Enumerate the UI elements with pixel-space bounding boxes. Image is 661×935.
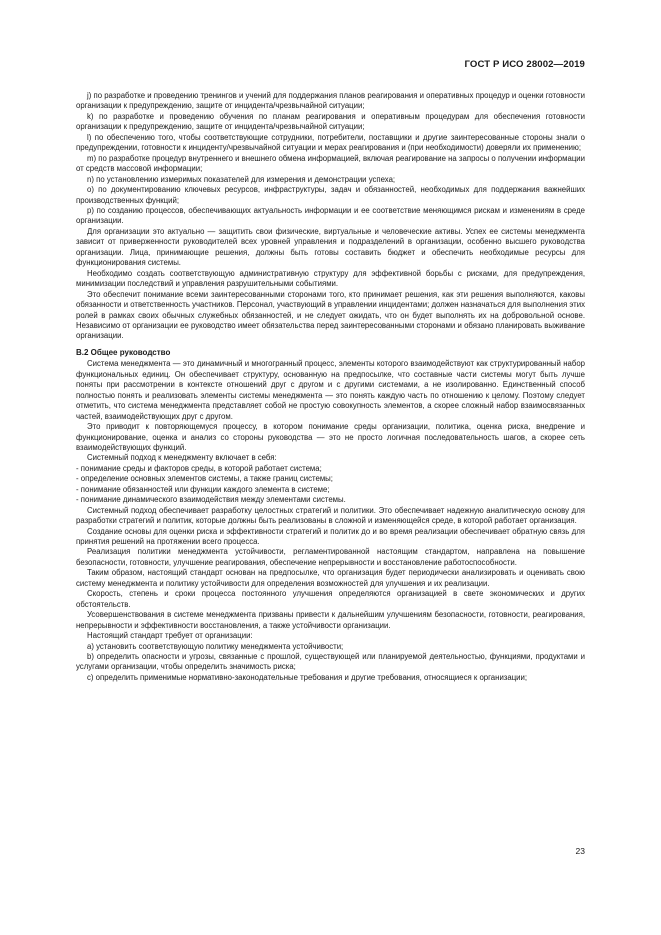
body-paragraph: Для организации это актуально — защитить свои физические, виртуальные и человеческие активы. Успех ее системы менеджмента зависит от приверженности руководителей всех уровней управления и подразделений в организации, особенно высшего руководства организации. Лица, принимающие решения, должны быть готовы составить бюджет и обеспечить необходимые ресурсы для функционирования системы. [76,226,585,268]
list-item-n: n) по установлению измеримых показателей для измерения и демонстрации успеха; [87,174,396,184]
section-paragraph: Системный подход к менеджменту включает в себя: [87,453,277,463]
bullet-item: - понимание обязанностей или функции каждого элемента в системе; [76,484,330,494]
section-paragraph: Система менеджмента — это динамичный и многогранный процесс, элементы которого взаимодействуют как структурированный набор функциональных единиц. Он обеспечивает структуру, основанную на предпосылке, что составные части системы могут быть лучше поняты при рассмотрении в контексте отношений друг с другом и с другими системами, а не изолированно. Единственный способ полностью понять и реализовать элементы системы менеджмента — это понять каждую часть по отношению к целому. Поэтому следует отметить, что система менеджмента представляет собой не простую совокупность элементов, а скорее сложный набор взаимосвязанных частей, взаимодействующих друг с другом. [76,359,585,421]
list-item-m: m) по разработке процедур внутреннего и внешнего обмена информацией, включая реагирование на запросы о получении информации от средств массовой информации; [76,153,585,174]
section-paragraph: Системный подход обеспечивает разработку целостных стратегий и политики. Это обеспечивает надежную аналитическую основу для разработки стратегий и политик, которые должны быть реализованы в сложной и изменяющейся среде, в которой работает организация. [76,505,585,526]
page-number: 23 [575,846,585,856]
body-paragraph: Необходимо создать соответствующую административную структуру для эффективной борьбы с рисками, для предупреждения, минимизации последствий и управления разрушительными событиями. [76,268,585,289]
section-paragraph: Таким образом, настоящий стандарт основан на предпосылке, что организация будет периодически анализировать и оценивать свою систему менеджмента и политику устойчивости для определения возможностей для улучшения и их реализации. [76,568,585,588]
list-item-a: a) установить соответствующую политику менеджмента устойчивости; [87,641,344,651]
section-paragraph: Реализация политики менеджмента устойчивости, регламентированной настоящим стандартом, направлена на повышение безопасности, готовности, улучшение реагирования, обеспечение непрерывности и восстановление работоспособности. [76,547,585,567]
document-code-header: ГОСТ Р ИСО 28002—2019 [464,59,585,70]
page-body [76,91,585,683]
section-paragraph: Усовершенствования в системе менеджмента призваны привести к дальнейшим улучшениям безопасности, готовности, реагирования, непрерывности и эффективности восстановления, а также устойчивости организации. [76,610,585,630]
bullet-item: - определение основных элементов системы, а также границ системы; [76,474,333,484]
bullet-item: - понимание среды и факторов среды, в которой работает система; [76,463,322,473]
list-item-k: k) по разработке и проведению обучения по планам реагирования и оперативным процедурам для обеспечения готовности организации к предупреждению, защите от инцидента/чрезвычайной ситуации; [76,111,585,132]
list-item-l: l) по обеспечению того, чтобы соответствующие сотрудники, потребители, поставщики и другие заинтересованные стороны знали о предупреждении, готовности к инциденту/чрезвычайной ситуации и мерах реагирования и (при необходимости) доверяли их применению; [76,132,585,153]
body-paragraph: Это обеспечит понимание всеми заинтересованными сторонами того, кто принимает решения, как эти решения выполняются, каковы обязанности и ответственность участников. Персонал, участвующий в управлении инцидентами; должен назначаться для выполнения этих ролей в рамках своих обычных служебных обязанностей, и не следует ожидать, что он будет выполнять их на добровольной основе. Независимо от организации ее руководство имеет обязательства перед заинтересованными сторонами и обязано планировать выживание организации. [76,289,585,341]
section-paragraph: Создание основы для оценки риска и эффективности стратегий и политик до и во время реализации обеспечивает обратную связь для принятия решений на протяжении всего процесса. [76,526,585,547]
list-item-b: b) определить опасности и угрозы, связанные с прошлой, существующей или планируемой деятельностью, функциями, продуктами и услугами организации, чтобы определить значимость риска; [76,652,585,672]
section-paragraph: Настоящий стандарт требует от организации: [87,631,253,641]
bullet-item: - понимание динамического взаимодействия между элементами системы. [76,495,346,505]
section-heading: В.2 Общее руководство [76,347,171,357]
section-paragraph: Скорость, степень и сроки процесса постоянного улучшения определяются организацией в свете экономических и других обстоятельств. [76,589,585,609]
list-item-c: c) определить применимые нормативно-законодательные требования и другие требования, относящиеся к организации; [87,672,528,682]
section-paragraph: Это приводит к повторяющемуся процессу, в котором понимание среды организации, политика, оценка риска, внедрение и функционирование, оценка и анализ со стороны руководства — это не просто логичная последовательность шагов, а скорее сеть взаимодействующих функций. [76,422,585,452]
list-item-p: p) по созданию процессов, обеспечивающих актуальность информации и ее соответствие меняющимся рискам и изменениям в среде организации. [76,205,585,226]
list-item-j: j) по разработке и проведению тренингов и учений для поддержания планов реагирования и оперативных процедур и оценки готовности организации к предупреждению, защите от инцидента/чрезвычайной ситуации; [76,91,585,111]
list-item-o: o) по документированию ключевых ресурсов, инфраструктуры, задач и обязанностей, необходимых для поддержания важнейших производственных функций; [76,185,585,205]
